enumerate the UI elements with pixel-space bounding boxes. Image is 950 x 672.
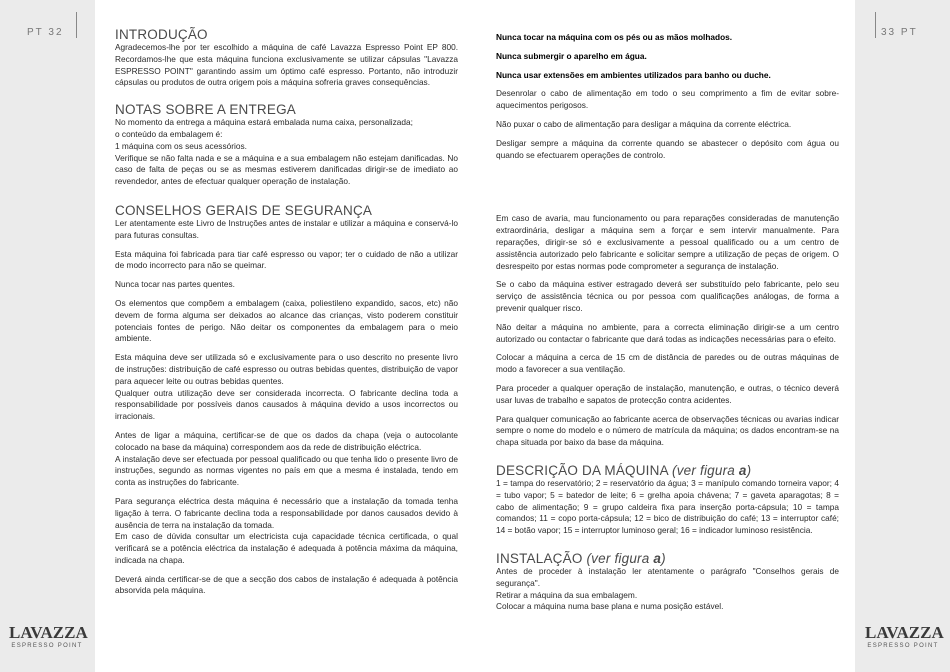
delivery-line: No momento da entrega a máquina estará embalada numa caixa, personalizada; [115,117,413,128]
left-lavazza-logo [9,623,88,649]
right-margin-strip [855,0,950,672]
safety-paragraph: Qualquer outra utilização deve ser considerada incorrecta. O fabricante declina toda a responsabilidade por possíveis danos causados à máquina devido a usos incorrectos ou irracionais. [115,387,458,422]
heading-text: INSTALAÇÃO [496,550,583,566]
logo-wordmark: LAVAZZA [865,623,944,642]
warning-line: Nunca usar extensões em ambientes utilizados para banho ou duche. [496,69,771,80]
safety-paragraph: Ler atentamente este Livro de Instruções antes de instalar e utilizar a máquina e conservá-lo para futuras consultas. [115,217,458,240]
left-page-column [115,27,458,597]
safety-paragraph: Não puxar o cabo de alimentação para desligar a máquina da corrente eléctrica. [496,118,792,129]
right-page-number-rule [875,12,876,38]
section-heading-conselhos-seguranca: CONSELHOS GERAIS DE SEGURANÇA [115,202,373,218]
intro-paragraph: Agradecemos-lhe por ter escolhido a máquina de café Lavazza Espresso Point EP 800. Recordamos-lhe que esta máquina funciona exclusivamente se utilizar cápsulas "Lavazza ESPRESSO POINT" garantindo assim um óptimo café espresso. Portanto, não introduzir cápsulas ou produtos de outra origem pois a máquina sofreria graves consequências. [115,42,458,88]
figure-ref: (ver figura a) [586,550,666,566]
safety-paragraph: Desenrolar o cabo de alimentação em todo o seu comprimento a fim de evitar sobre-aquecimentos perigosos. [496,88,839,111]
safety-paragraph: Nunca tocar nas partes quentes. [115,279,235,290]
safety-paragraph: Se o cabo da máquina estiver estragado deverá ser substituído pelo fabricante, pelo seu serviço de assistência técnica ou por pessoa com qualificações análogas, de forma a prevenir qualquer risco. [496,279,839,313]
logo-subtitle: ESPRESSO POINT [867,643,939,649]
safety-paragraph: Colocar a máquina a cerca de 15 cm de distância de paredes ou de outras máquinas de modo a favorecer a sua ventilação. [496,352,839,375]
safety-paragraph: Esta máquina deve ser utilizada só e exclusivamente para o uso descrito no presente livro de instruções: distribuição de café espresso ou outras bebidas quentes, distribuição de vapor para aquecer leite ou outras bebidas quentes. [115,352,458,386]
section-heading-descricao [496,463,839,478]
description-paragraph: 1 = tampa do reservatório; 2 = reservatório da água; 3 = manípulo comando torneira vapor; 4 = tubo vapor; 5 = batedor de leite; 6 = grelha apoia chávena; 7 = gaveta aparagotas; 8 = cabo de alimentação; 9 = grupo caldeira fixa para inserção porta-cápsula; 10 = tampa comandos; 11 = copo porta-cápsula; 12 = bico de distribuição do café; 13 = interruptor café; 14 = botão vapor; 15 = interruptor luminoso geral; 16 = indicador luminoso resistência. [496,477,839,536]
logo-subtitle: ESPRESSO POINT [11,643,83,649]
safety-paragraph: Para proceder a qualquer operação de instalação, manutenção, e outras, o técnico deverá usar luvas de trabalho e sapatos de protecção contra acidentes. [496,382,839,405]
warning-line: Nunca submergir o aparelho em água. [496,50,647,61]
safety-paragraph: Em caso de avaria, mau funcionamento ou para reparações consideradas de manutenção extraordinária, desligar a máquina sem a forçar e sem intervir manualmente. Para reparações, dirigir-se só e exclusivamente a pessoal qualificado ou a um centro de assistência autorizado pelo fabricante e solicitar sempre a utilização de peças de origem. O desrespeito por estas normas pode comprometer a segurança de instalação. [496,213,839,271]
safety-paragraph: Esta máquina foi fabricada para tiar café espresso ou vapor; ter o cuidado de não a utilizar de modo incorrecto para não se queimar. [115,248,458,271]
delivery-paragraph: Verifique se não falta nada e se a máquina e a sua embalagem não estejam danificadas. No caso de falta de peças ou se as mesmas estiverem danificadas dirigir-se de imediato ao revendedor, antes de efectuar qualquer operação de instalação. [115,152,458,187]
section-heading-instalacao [496,551,839,566]
safety-paragraph: Para qualquer comunicação ao fabricante acerca de observações técnicas ou avarias indicar sempre o nome do modelo e o número de matrícula da máquina; os dados encontram-se na chapa situada por baixo da base da máquina. [496,413,839,448]
right-page-column [496,27,839,613]
delivery-line: 1 máquina com os seus acessórios. [115,140,247,151]
installation-line: Retirar a máquina da sua embalagem. [496,589,638,600]
safety-paragraph: Deverá ainda certificar-se de que a secção dos cabos de instalação é adequada à potência absorvida pela máquina. [115,573,458,596]
safety-paragraph: Desligar sempre a máquina da corrente quando se abastecer o depósito com água ou quando se efectuarem operações de controlo. [496,137,839,160]
safety-paragraph: Em caso de dúvida consultar um electricista cuja capacidade técnica certificada, o qual verificará se a potência eléctrica da instalação é adequada à potência máxima da máquina, indicada na chapa. [115,531,458,565]
logo-wordmark: LAVAZZA [9,623,88,642]
installation-line: Colocar a máquina numa base plana e numa posição estável. [496,601,724,612]
installation-line: Antes de proceder à instalação ler atentamente o parágrafo "Conselhos gerais de segurança". [496,565,839,588]
left-margin-strip [0,0,95,672]
section-heading-introducao: INTRODUÇÃO [115,27,208,42]
left-page-number: PT 32 [27,27,64,38]
right-page-number: 33 PT [881,27,918,38]
safety-paragraph: A instalação deve ser efectuada por pessoal qualificado ou que tenha lido o presente livro de instruções, segundo as normas vigentes no país em que a mesma é instalada, tendo em conta as instruções do fabricante. [115,453,458,488]
right-lavazza-logo [865,623,944,649]
heading-text: DESCRIÇÃO DA MÁQUINA [496,462,669,478]
left-page-number-rule [76,12,77,38]
warning-line: Nunca tocar na máquina com os pés ou as mãos molhados. [496,32,733,42]
figure-ref: (ver figura a) [672,462,752,478]
safety-paragraph: Para segurança eléctrica desta máquina é necessário que a instalação da tomada tenha ligação à terra. O fabricante declina toda a responsabilidade por danos causados devido à ausência de terra na instalação da tomada. [115,495,458,530]
safety-paragraph: Antes de ligar a máquina, certificar-se de que os dados da chapa (veja o autocolante colocado na base da máquina) correspondem aos da rede de distribuição eléctrica. [115,429,458,452]
safety-paragraph: Os elementos que compõem a embalagem (caixa, poliestileno expandido, sacos, etc) não devem de forma alguma ser deixados ao alcance das crianças, visto poderem constituir potenciais fontes de perigo. Não deitar os componentes da embalagem para o meio ambiente. [115,297,458,344]
delivery-line: o conteúdo da embalagem é: [115,128,223,139]
safety-paragraph: Não deitar a máquina no ambiente, para a correcta eliminação dirigir-se a um centro autorizado ou contactar o fabricante que dará todas as indicações necessárias para o efeito. [496,321,839,344]
section-heading-notas-entrega: NOTAS SOBRE A ENTREGA [115,102,296,118]
